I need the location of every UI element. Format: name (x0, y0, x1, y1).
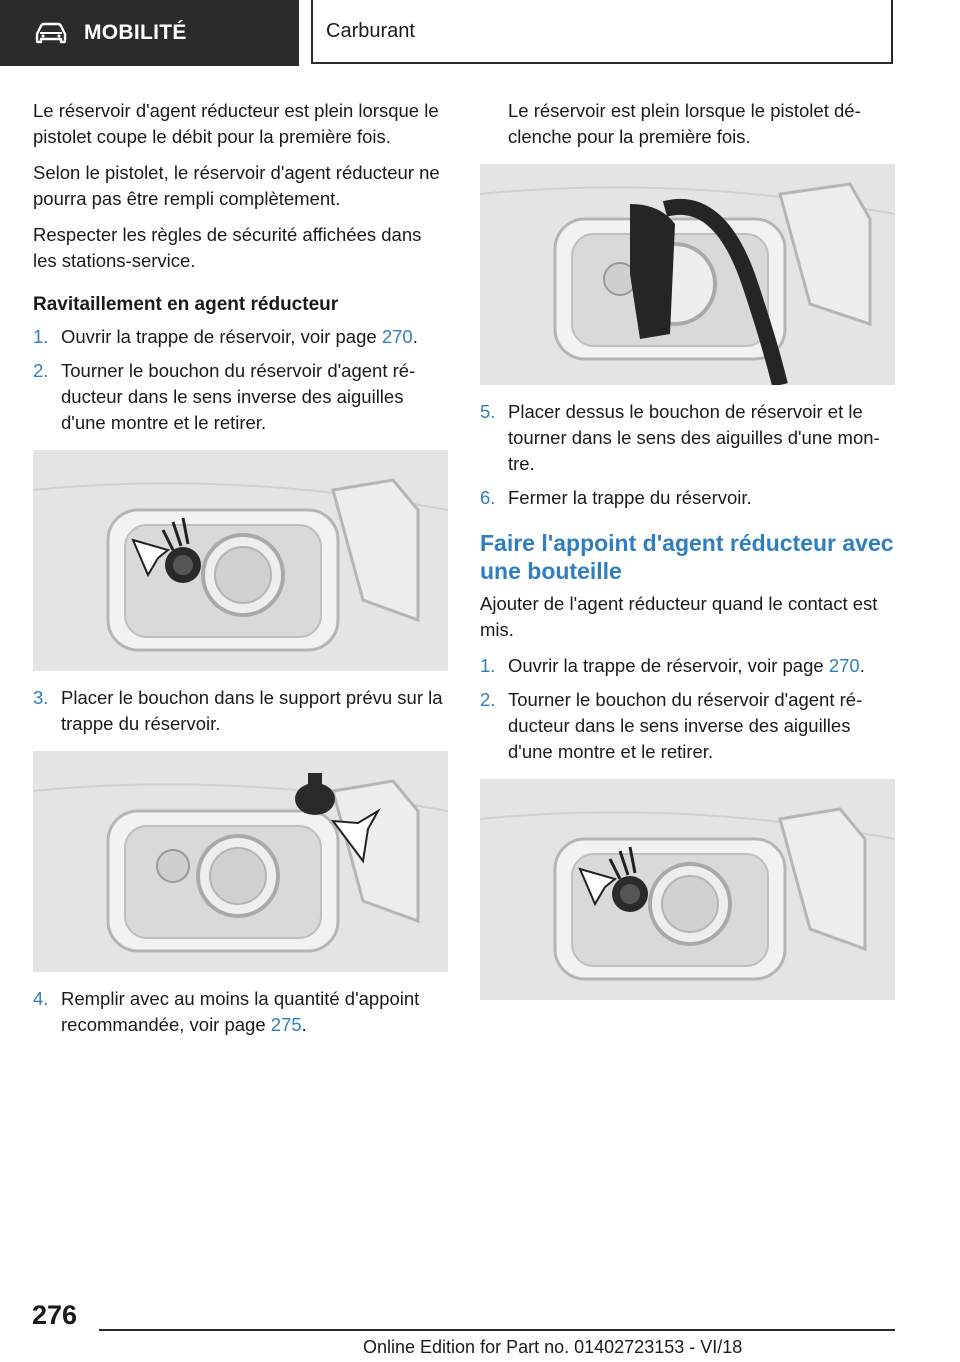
illustration-remove-cap-bottle (480, 779, 895, 1000)
step-list (33, 685, 448, 737)
list-item: 4. Remplir avec au moins la quantité d'appoint recommandée, voir page 275. (33, 988, 420, 1035)
section-heading: Faire l'appoint d'agent réducteur avec une bouteille (480, 530, 894, 584)
step-list (480, 399, 895, 511)
page-link[interactable]: 270 (828, 655, 860, 676)
paragraph: Selon le pistolet, le réservoir d'agent réducteur ne pourra pas être rempli complètement. (33, 162, 440, 209)
chapter-box (311, 0, 893, 64)
illustration-filling-nozzle (480, 164, 895, 385)
page-link[interactable]: 270 (381, 326, 413, 347)
list-item: 2. Tourner le bouchon du réservoir d'agent réducteur dans le sens inverse des aiguilles d'une montre et le retirer. (480, 689, 863, 762)
car-icon (34, 22, 68, 44)
list-item: 5. Placer dessus le bouchon de réservoir et le tourner dans le sens des aiguilles d'une montre. (480, 401, 880, 474)
section-tab (0, 0, 299, 66)
paragraph: Ajouter de l'agent réducteur quand le contact est mis. (480, 593, 878, 640)
list-item: 1. Ouvrir la trappe de réservoir, voir page 270. (33, 326, 418, 347)
list-item: 1. Ouvrir la trappe de réservoir, voir page 270. (480, 655, 865, 676)
edition-text: Online Edition for Part no. 01402723153 - VI/18 (363, 1337, 743, 1357)
paragraph: Respecter les règles de sécurité affichées dans les stations-service. (33, 224, 422, 271)
illustration-remove-cap (33, 450, 448, 671)
page-number: 276 (32, 1300, 78, 1330)
list-item: 6. Fermer la trappe du réservoir. (480, 487, 752, 508)
paragraph: Le réservoir d'agent réducteur est plein lorsque le pistolet coupe le débit pour la première fois. (33, 100, 439, 147)
step-list (33, 986, 448, 1038)
list-item: 2. Tourner le bouchon du réservoir d'agent réducteur dans le sens inverse des aiguilles d'une montre et le retirer. (33, 360, 416, 433)
footer-divider (99, 1329, 895, 1331)
page-header (0, 0, 960, 66)
step-list (33, 324, 448, 436)
paragraph: Le réservoir est plein lorsque le pistolet déclenche pour la première fois. (508, 100, 861, 147)
chapter-title: Carburant (326, 19, 415, 42)
list-item: 3. Placer le bouchon dans le support prévu sur la trappe du réservoir. (33, 687, 443, 734)
right-column (480, 98, 895, 1014)
left-column (33, 98, 448, 1046)
page-link[interactable]: 275 (270, 1014, 302, 1035)
section-title: MOBILITÉ (84, 21, 187, 44)
illustration-cap-holder (33, 751, 448, 972)
step-list (480, 653, 895, 765)
section-heading: Ravitaillement en agent réducteur (33, 294, 339, 315)
